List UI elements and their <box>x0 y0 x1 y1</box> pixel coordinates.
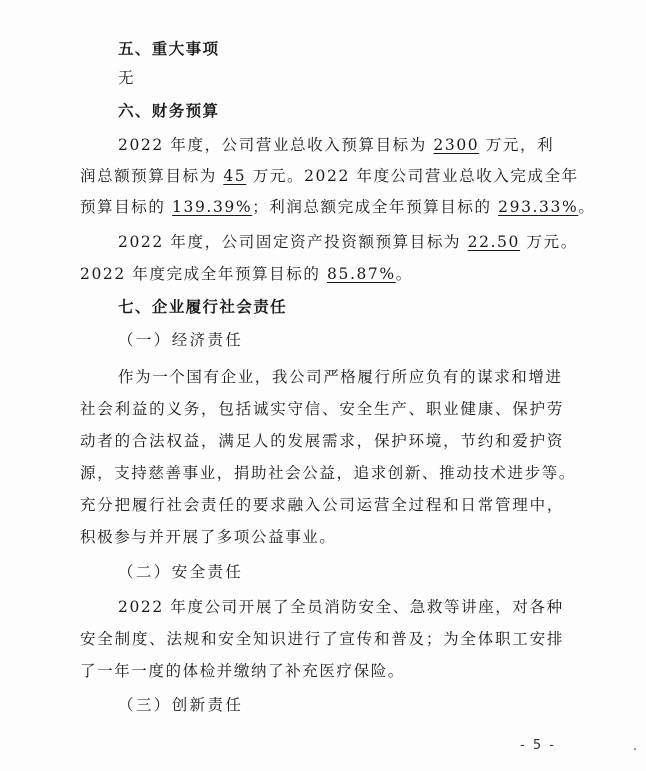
subheading-safety-responsibility: （二）安全责任 <box>118 563 244 581</box>
safety-paragraph-line: 2022 年度公司开展了全员消防安全、急救等讲座，对各种 <box>118 598 564 616</box>
budget-paragraph-2-line-1 <box>118 231 578 253</box>
text-run: 2022 年度完成全年预算目标的 <box>80 265 328 283</box>
revenue-completion-value: 139.39% <box>172 198 253 216</box>
section-heading-social-responsibility: 七、企业履行社会责任 <box>118 298 288 316</box>
scan-speck <box>634 748 636 750</box>
economic-paragraph-line: 源，支持慈善事业，捐助社会公益，追求创新、推动技术进步等。 <box>80 464 576 482</box>
profit-completion-value: 293.33% <box>498 198 579 216</box>
safety-paragraph-line: 安全制度、法规和安全知识进行了宣传和普及；为全体职工安排 <box>80 630 564 648</box>
budget-paragraph-1-line-2 <box>80 165 579 187</box>
revenue-target-value: 2300 <box>433 136 480 154</box>
text-run: ；利润总额完成全年预算目标的 <box>252 198 499 216</box>
budget-paragraph-2-line-2 <box>80 263 413 285</box>
subheading-innovation-responsibility: （三）创新责任 <box>118 696 244 714</box>
economic-paragraph-line: 动者的合法权益，满足人的发展需求，保护环境，节约和爱护资 <box>80 432 564 450</box>
budget-paragraph-1-line-3 <box>80 196 595 218</box>
economic-paragraph-line: 社会利益的义务，包括诚实守信、安全生产、职业健康、保护劳 <box>80 400 564 418</box>
text-run: 。 <box>578 198 596 216</box>
investment-target-value: 22.50 <box>467 233 520 251</box>
section-body-major-events: 无 <box>118 69 136 87</box>
text-run: 万元，利 <box>479 136 555 154</box>
text-run: 万元。 <box>519 233 578 251</box>
text-run: 预算目标的 <box>80 198 173 216</box>
investment-completion-value: 85.87% <box>327 265 396 283</box>
economic-paragraph-line: 充分把履行社会责任的要求融入公司运营全过程和日常管理中， <box>80 496 564 514</box>
text-run: 润总额预算目标为 <box>80 167 224 185</box>
profit-target-value: 45 <box>223 167 247 185</box>
section-heading-financial-budget: 六、财务预算 <box>118 102 220 120</box>
budget-paragraph-1-line-1 <box>118 134 554 156</box>
safety-paragraph-line: 了一年一度的体检并缴纳了补充医疗保险。 <box>80 662 405 680</box>
economic-paragraph-line: 积极参与并开展了多项公益事业。 <box>80 528 337 546</box>
text-run: 。 <box>395 265 413 283</box>
text-run: 2022 年度，公司固定资产投资额预算目标为 <box>118 233 468 251</box>
economic-paragraph-line: 作为一个国有企业，我公司严格履行所应负有的谋求和增进 <box>118 368 563 386</box>
section-heading-major-events: 五、重大事项 <box>118 40 220 58</box>
text-run: 2022 年度，公司营业总收入预算目标为 <box>118 136 434 154</box>
subheading-economic-responsibility: （一）经济责任 <box>118 331 244 349</box>
text-run: 万元。2022 年度公司营业总收入完成全年 <box>246 167 579 185</box>
page-number: - 5 - <box>520 738 556 753</box>
